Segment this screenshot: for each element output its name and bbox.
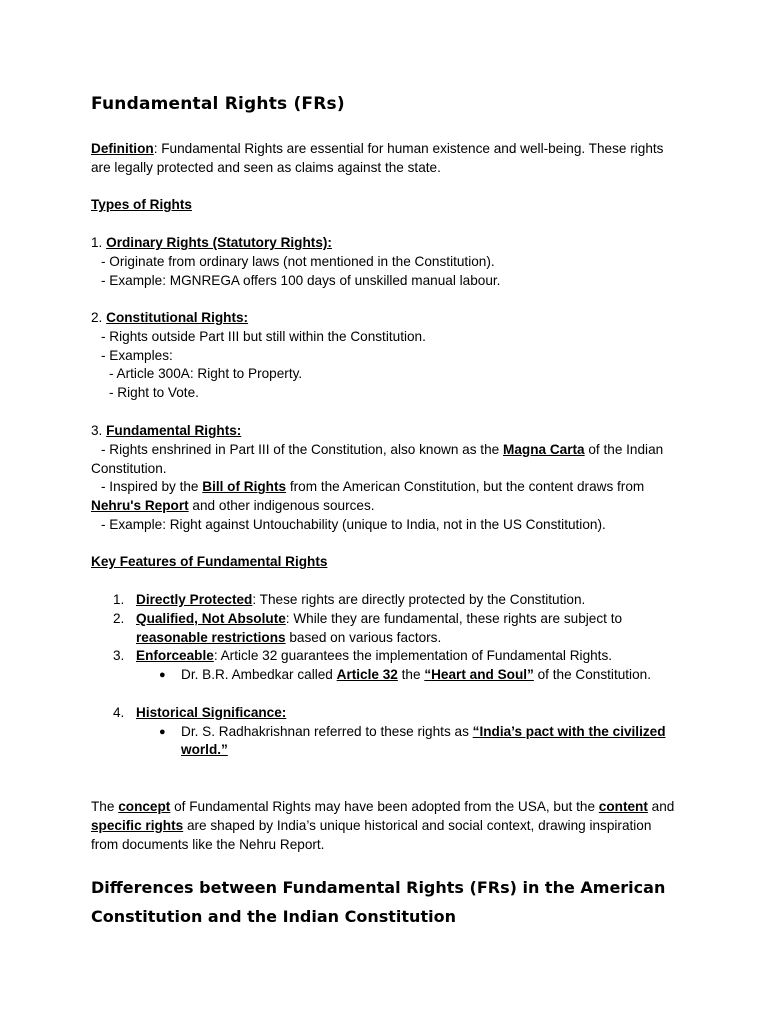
ordinary-rights-heading: Ordinary Rights (Statutory Rights):	[106, 235, 332, 250]
fundamental-rights-section: 3. Fundamental Rights: - Rights enshrined in Part III of the Constitution, also known as the Magna Carta of the Indian Constitution. - Inspired by the Bill of Rights from the American Constitution, but the content draws from Nehru's Report and other indigenous sources. - Example: Right against Untouchability (unique to India, not in the US Constitution).	[91, 422, 681, 535]
types-heading: Types of Rights	[91, 197, 192, 212]
page-title: Fundamental Rights (FRs)	[91, 94, 345, 114]
definition-paragraph	[91, 140, 681, 178]
definition-text: : Fundamental Rights are essential for human existence and well-being. These rights are legally protected and seen as claims against the state.	[91, 141, 664, 175]
list-item: 3. Enforceable: Article 32 guarantees the implementation of Fundamental Rights.	[113, 648, 613, 664]
differences-heading: Differences between Fundamental Rights (FRs) in the American Constitution and the Indian Constitution	[91, 878, 666, 926]
bullet-icon: ●	[159, 669, 166, 682]
list-item: - Inspired by the Bill of Rights from the American Constitution, but the content draws from Nehru's Report and other indigenous sources.	[91, 479, 645, 514]
list-item: - Article 300A: Right to Property.	[109, 366, 303, 382]
list-item: 2. Qualified, Not Absolute: While they are fundamental, these rights are subject to reasonable restrictions based on various factors.	[113, 610, 623, 645]
features-heading: Key Features of Fundamental Rights	[91, 554, 328, 569]
list-item: - Example: Right against Untouchability (unique to India, not in the US Constitution).	[101, 516, 606, 532]
closing-paragraph: The concept of Fundamental Rights may have been adopted from the USA, but the content and specific rights are shaped by India’s unique historical and social context, drawing inspiration from documents like the Nehru Report.	[91, 799, 675, 852]
ordinary-rights-section: 1. Ordinary Rights (Statutory Rights): - Originate from ordinary laws (not mentioned in the Constitution). - Example: MGNREGA offers 100 days of unskilled manual labour.	[91, 234, 681, 290]
list-item: - Right to Vote.	[109, 385, 199, 401]
bullet-icon: ●	[159, 725, 166, 738]
definition-label: Definition	[91, 141, 154, 156]
constitutional-rights-section: 2. Constitutional Rights: - Rights outside Part III but still within the Constitution. - Examples: - Article 300A: Right to Property. - Right to Vote.	[91, 309, 681, 403]
list-item: ● Dr. S. Radhakrishnan referred to these rights as “India’s pact with the civilized world.”	[159, 723, 666, 758]
list-item: - Examples:	[101, 347, 173, 363]
list-item: - Rights outside Part III but still within the Constitution.	[101, 328, 426, 344]
fundamental-rights-heading: Fundamental Rights:	[106, 423, 242, 438]
constitutional-rights-heading: Constitutional Rights:	[106, 310, 249, 325]
list-item: - Example: MGNREGA offers 100 days of unskilled manual labour.	[101, 272, 501, 288]
list-item: 4. Historical Significance:	[113, 704, 287, 720]
list-item: - Originate from ordinary laws (not mentioned in the Constitution).	[101, 253, 495, 269]
list-item: - Rights enshrined in Part III of the Constitution, also known as the Magna Carta of the Indian Constitution.	[91, 441, 664, 476]
list-item: ● Dr. B.R. Ambedkar called Article 32 the “Heart and Soul” of the Constitution.	[91, 666, 681, 685]
list-item: 1. Directly Protected: These rights are directly protected by the Constitution.	[113, 592, 586, 607]
features-list	[91, 591, 681, 760]
